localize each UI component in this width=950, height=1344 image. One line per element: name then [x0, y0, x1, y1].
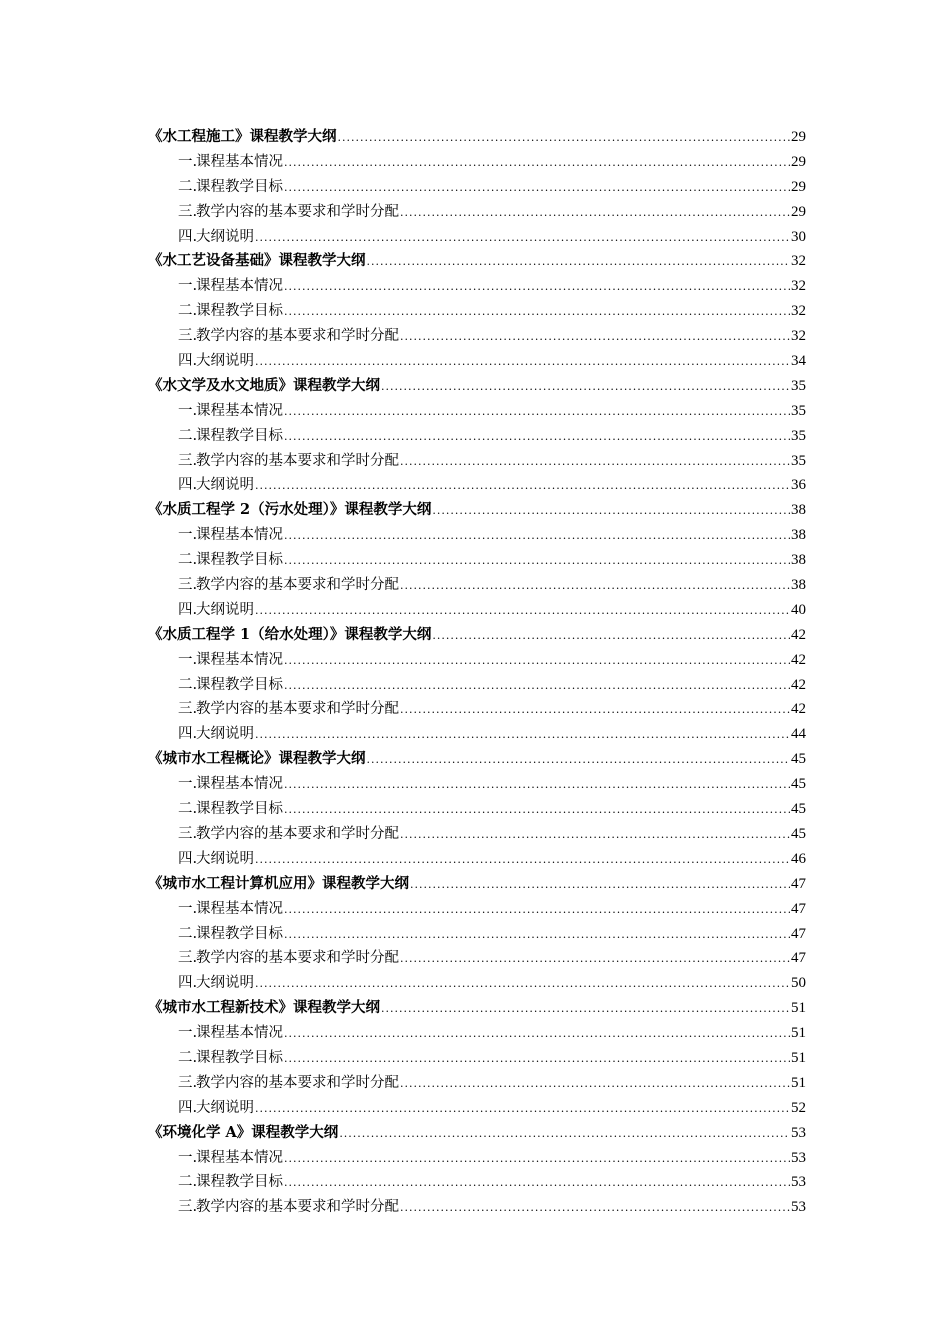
- toc-leader-dots: [284, 649, 790, 674]
- toc-leader-dots: [284, 1022, 790, 1047]
- toc-entry-section[interactable]: [148, 1146, 806, 1171]
- toc-leader-dots: [400, 1196, 790, 1221]
- toc-entry-course[interactable]: [148, 498, 806, 523]
- toc-page-number: 30: [791, 228, 806, 245]
- toc-entry-section[interactable]: [148, 573, 806, 598]
- toc-leader-dots: [284, 898, 790, 923]
- toc-entry-number: 二.: [178, 801, 198, 818]
- toc-entry-title: 《环境化学 A》课程教学大纲: [148, 1123, 339, 1141]
- toc-entry-section[interactable]: [148, 449, 806, 474]
- toc-page-number: 38: [791, 527, 806, 544]
- toc-entry-title: [178, 449, 399, 474]
- toc-leader-dots: [284, 151, 790, 176]
- toc-entry-number: 二.: [178, 427, 198, 444]
- toc-entry-label: 教学内容的基本要求和学时分配: [196, 328, 399, 345]
- toc-entry-label: 课程基本情况: [196, 402, 283, 419]
- toc-entry-label: 大纲说明: [196, 228, 254, 245]
- toc-entry-number: 一.: [178, 776, 198, 793]
- toc-entry-label: 课程教学目标: [196, 552, 283, 569]
- toc-page-number: 51: [791, 1000, 806, 1017]
- toc-entry-course[interactable]: [148, 249, 806, 274]
- toc-entry-title: [178, 722, 254, 747]
- toc-entry-number: 一.: [178, 1149, 198, 1166]
- toc-page-number: 53: [791, 1149, 806, 1166]
- toc-entry-label: 课程教学目标: [196, 303, 283, 320]
- toc-page-number: 47: [791, 875, 806, 892]
- toc-entry-title: [178, 225, 254, 250]
- toc-entry-title: [178, 324, 399, 349]
- toc-leader-dots: [255, 723, 790, 748]
- toc-leader-dots: [339, 1122, 790, 1147]
- toc-entry-label: 教学内容的基本要求和学时分配: [196, 452, 399, 469]
- toc-entry-title: [178, 424, 283, 449]
- toc-entry-label: 大纲说明: [196, 726, 254, 743]
- toc-entry-title: [178, 697, 399, 722]
- toc-entry-number: 四.: [178, 850, 198, 867]
- toc-page-number: 52: [791, 1099, 806, 1116]
- toc-page-number: 44: [791, 726, 806, 743]
- toc-page-number: 38: [791, 552, 806, 569]
- toc-entry-course[interactable]: [148, 872, 806, 897]
- toc-page-number: 51: [791, 1074, 806, 1091]
- toc-entry-number: 三.: [178, 1199, 198, 1216]
- toc-entry-section[interactable]: [148, 648, 806, 673]
- toc-entry-number: 一.: [178, 402, 198, 419]
- toc-entry-number: 二.: [178, 178, 198, 195]
- toc-entry-section[interactable]: [148, 473, 806, 498]
- toc-entry-title: [178, 349, 254, 374]
- toc-page-number: 53: [791, 1174, 806, 1191]
- toc-entry-section[interactable]: [148, 1096, 806, 1121]
- toc-entry-label: 教学内容的基本要求和学时分配: [196, 701, 399, 718]
- toc-entry-label: 大纲说明: [196, 601, 254, 618]
- toc-entry-label: 教学内容的基本要求和学时分配: [196, 825, 399, 842]
- toc-entry-number: 一.: [178, 900, 198, 917]
- toc-entry-number: 四.: [178, 1099, 198, 1116]
- toc-page-number: 46: [791, 850, 806, 867]
- toc-leader-dots: [400, 325, 790, 350]
- toc-entry-number: 二.: [178, 1049, 198, 1066]
- toc-leader-dots: [284, 1047, 790, 1072]
- toc-page-number: 50: [791, 975, 806, 992]
- toc-entry-section[interactable]: [148, 797, 806, 822]
- toc-entry-title: 《城市水工程新技术》课程教学大纲: [148, 999, 380, 1017]
- toc-entry-title: [178, 399, 283, 424]
- toc-entry-label: 课程基本情况: [196, 1025, 283, 1042]
- toc-entry-section[interactable]: [148, 822, 806, 847]
- toc-leader-dots: [284, 176, 790, 201]
- toc-entry-title: [178, 175, 283, 200]
- toc-entry-label: 课程教学目标: [196, 676, 283, 693]
- toc-entry-course[interactable]: [148, 374, 806, 399]
- toc-entry-number: 三.: [178, 701, 198, 718]
- toc-entry-course[interactable]: [148, 125, 806, 150]
- toc-page-number: 53: [791, 1199, 806, 1216]
- toc-entry-label: 大纲说明: [196, 477, 254, 494]
- toc-page-number: 47: [791, 925, 806, 942]
- toc-entry-label: 大纲说明: [196, 850, 254, 867]
- toc-entry-number: 二.: [178, 1174, 198, 1191]
- toc-page-number: 32: [791, 328, 806, 345]
- toc-entry-title: [178, 1195, 399, 1220]
- toc-entry-title: [178, 971, 254, 996]
- toc-entry-title: [178, 946, 399, 971]
- toc-page-number: 42: [791, 626, 806, 643]
- toc-entry-number: 三.: [178, 328, 198, 345]
- toc-entry-section[interactable]: [148, 697, 806, 722]
- toc-entry-section[interactable]: [148, 598, 806, 623]
- toc-entry-label: 课程基本情况: [196, 527, 283, 544]
- toc-leader-dots: [400, 947, 790, 972]
- toc-entry-label: 课程基本情况: [196, 900, 283, 917]
- toc-entry-label: 教学内容的基本要求和学时分配: [196, 1074, 399, 1091]
- toc-entry-title: 《水质工程学 2（污水处理）》课程教学大纲: [148, 501, 432, 519]
- toc-entry-course[interactable]: [148, 623, 806, 648]
- toc-entry-label: 课程教学目标: [196, 925, 283, 942]
- toc-leader-dots: [400, 574, 790, 599]
- toc-page-number: 29: [791, 153, 806, 170]
- toc-leader-dots: [381, 997, 790, 1022]
- toc-page-number: 47: [791, 950, 806, 967]
- toc-entry-section[interactable]: [148, 1170, 806, 1195]
- toc-leader-dots: [367, 250, 791, 275]
- toc-entry-title: [178, 523, 283, 548]
- toc-entry-number: 一.: [178, 278, 198, 295]
- toc-entry-label: 课程基本情况: [196, 1149, 283, 1166]
- toc-entry-label: 课程教学目标: [196, 178, 283, 195]
- toc-entry-title: [178, 1146, 283, 1171]
- toc-entry-label: 大纲说明: [196, 1099, 254, 1116]
- toc-page-number: 35: [791, 402, 806, 419]
- toc-page-number: 42: [791, 651, 806, 668]
- toc-leader-dots: [284, 674, 790, 699]
- toc-leader-dots: [284, 923, 790, 948]
- toc-page-number: 35: [791, 377, 806, 394]
- toc-entry-course[interactable]: [148, 747, 806, 772]
- toc-entry-title: [178, 922, 283, 947]
- toc-entry-number: 一.: [178, 651, 198, 668]
- toc-entry-title: [178, 473, 254, 498]
- toc-page-number: 32: [791, 303, 806, 320]
- toc-entry-section[interactable]: [148, 225, 806, 250]
- toc-entry-title: [178, 1046, 283, 1071]
- toc-entry-title: [178, 847, 254, 872]
- toc-leader-dots: [255, 474, 790, 499]
- toc-entry-title: [178, 648, 283, 673]
- toc-entry-section[interactable]: [148, 1021, 806, 1046]
- toc-entry-title: 《城市水工程计算机应用》课程教学大纲: [148, 874, 409, 892]
- toc-entry-number: 四.: [178, 726, 198, 743]
- toc-entry-section[interactable]: [148, 150, 806, 175]
- toc-entry-label: 课程基本情况: [196, 651, 283, 668]
- toc-entry-label: 课程教学目标: [196, 427, 283, 444]
- toc-page-number: 38: [791, 502, 806, 519]
- toc-entry-title: [178, 573, 399, 598]
- toc-entry-course[interactable]: [148, 1121, 806, 1146]
- toc-entry-number: 三.: [178, 1074, 198, 1091]
- toc-entry-title: [178, 897, 283, 922]
- toc-entry-section[interactable]: [148, 946, 806, 971]
- toc-leader-dots: [432, 499, 790, 524]
- toc-page-number: 45: [791, 801, 806, 818]
- toc-leader-dots: [338, 126, 791, 151]
- toc-entry-number: 四.: [178, 477, 198, 494]
- toc-entry-number: 二.: [178, 552, 198, 569]
- toc-entry-section[interactable]: [148, 299, 806, 324]
- toc-entry-number: 二.: [178, 676, 198, 693]
- toc-entry-title: [178, 548, 283, 573]
- toc-entry-title: [178, 772, 283, 797]
- toc-page-number: 29: [791, 178, 806, 195]
- toc-leader-dots: [432, 624, 790, 649]
- toc-entry-number: 一.: [178, 527, 198, 544]
- toc-entry-label: 课程教学目标: [196, 801, 283, 818]
- toc-page-number: 45: [791, 825, 806, 842]
- toc-entry-label: 教学内容的基本要求和学时分配: [196, 577, 399, 594]
- toc-entry-section[interactable]: [148, 274, 806, 299]
- toc-entry-label: 课程教学目标: [196, 1174, 283, 1191]
- toc-leader-dots: [284, 549, 790, 574]
- toc-entry-label: 课程教学目标: [196, 1049, 283, 1066]
- toc-page-number: 53: [791, 1124, 806, 1141]
- toc-leader-dots: [255, 848, 790, 873]
- toc-leader-dots: [400, 201, 790, 226]
- toc-entry-section[interactable]: [148, 200, 806, 225]
- toc-entry-title: [178, 1096, 254, 1121]
- toc-entry-section[interactable]: [148, 424, 806, 449]
- toc-leader-dots: [381, 375, 790, 400]
- toc-entry-number: 二.: [178, 303, 198, 320]
- toc-entry-section[interactable]: [148, 349, 806, 374]
- toc-entry-title: 《水工程施工》课程教学大纲: [148, 128, 337, 145]
- toc-entry-title: 《水质工程学 1（给水处理）》课程教学大纲: [148, 625, 432, 643]
- toc-page-number: 45: [791, 751, 806, 768]
- toc-leader-dots: [255, 350, 790, 375]
- toc-entry-number: 四.: [178, 353, 198, 370]
- toc-entry-title: [178, 822, 399, 847]
- toc-entry-title: 《水文学及水文地质》课程教学大纲: [148, 376, 380, 394]
- toc-leader-dots: [255, 972, 790, 997]
- toc-leader-dots: [284, 300, 790, 325]
- toc-entry-number: 三.: [178, 950, 198, 967]
- toc-entry-label: 课程基本情况: [196, 278, 283, 295]
- toc-entry-label: 教学内容的基本要求和学时分配: [196, 950, 399, 967]
- toc-entry-label: 教学内容的基本要求和学时分配: [196, 1199, 399, 1216]
- toc-entry-number: 三.: [178, 452, 198, 469]
- toc-entry-section[interactable]: [148, 523, 806, 548]
- toc-entry-title: [178, 1071, 399, 1096]
- toc-entry-title: 《水工艺设备基础》课程教学大纲: [148, 252, 366, 270]
- toc-entry-section[interactable]: [148, 1071, 806, 1096]
- toc-entry-section[interactable]: [148, 673, 806, 698]
- toc-leader-dots: [367, 748, 791, 773]
- toc-entry-section[interactable]: [148, 897, 806, 922]
- toc-entry-title: [178, 1170, 283, 1195]
- toc-leader-dots: [284, 1171, 790, 1196]
- toc-entry-number: 四.: [178, 601, 198, 618]
- toc-leader-dots: [284, 798, 790, 823]
- toc-page-number: 35: [791, 427, 806, 444]
- toc-entry-number: 三.: [178, 577, 198, 594]
- toc-page-number: 42: [791, 676, 806, 693]
- toc-leader-dots: [400, 1072, 790, 1097]
- toc-entry-title: [178, 150, 283, 175]
- toc-page-number: 38: [791, 577, 806, 594]
- toc-entry-label: 教学内容的基本要求和学时分配: [196, 203, 399, 220]
- toc-entry-section[interactable]: [148, 722, 806, 747]
- toc-entry-title: [178, 797, 283, 822]
- table-of-contents: [148, 125, 806, 1220]
- toc-leader-dots: [400, 698, 790, 723]
- toc-entry-number: 四.: [178, 975, 198, 992]
- toc-entry-title: 《城市水工程概论》课程教学大纲: [148, 750, 366, 768]
- toc-page-number: 51: [791, 1025, 806, 1042]
- toc-entry-section[interactable]: [148, 548, 806, 573]
- toc-entry-number: 一.: [178, 1025, 198, 1042]
- toc-entry-label: 课程基本情况: [196, 153, 283, 170]
- toc-entry-section[interactable]: [148, 1195, 806, 1220]
- toc-leader-dots: [284, 425, 790, 450]
- toc-leader-dots: [284, 524, 790, 549]
- toc-entry-section[interactable]: [148, 847, 806, 872]
- toc-page-number: 42: [791, 701, 806, 718]
- toc-leader-dots: [255, 1097, 790, 1122]
- toc-page-number: 32: [791, 278, 806, 295]
- toc-leader-dots: [284, 773, 790, 798]
- toc-leader-dots: [400, 823, 790, 848]
- toc-page-number: 36: [791, 477, 806, 494]
- toc-page-number: 29: [791, 129, 806, 145]
- toc-entry-course[interactable]: [148, 996, 806, 1021]
- toc-leader-dots: [255, 226, 790, 251]
- toc-leader-dots: [255, 599, 790, 624]
- toc-entry-title: [178, 274, 283, 299]
- toc-entry-section[interactable]: [148, 772, 806, 797]
- toc-entry-section[interactable]: [148, 922, 806, 947]
- toc-page-number: 35: [791, 452, 806, 469]
- toc-entry-title: [178, 200, 399, 225]
- toc-entry-label: 大纲说明: [196, 975, 254, 992]
- toc-entry-label: 课程基本情况: [196, 776, 283, 793]
- toc-leader-dots: [284, 1147, 790, 1172]
- toc-entry-number: 一.: [178, 153, 198, 170]
- toc-leader-dots: [284, 400, 790, 425]
- toc-leader-dots: [410, 873, 790, 898]
- toc-entry-title: [178, 598, 254, 623]
- toc-page-number: 34: [791, 353, 806, 370]
- toc-page-number: 40: [791, 601, 806, 618]
- toc-page-number: 45: [791, 776, 806, 793]
- toc-page-number: 47: [791, 900, 806, 917]
- toc-leader-dots: [400, 450, 790, 475]
- toc-entry-section[interactable]: [148, 175, 806, 200]
- toc-page-number: 29: [791, 203, 806, 220]
- toc-entry-number: 四.: [178, 228, 198, 245]
- toc-entry-number: 三.: [178, 203, 198, 220]
- toc-entry-section[interactable]: [148, 399, 806, 424]
- toc-page-number: 32: [791, 253, 806, 270]
- toc-entry-section[interactable]: [148, 1046, 806, 1071]
- toc-entry-number: 二.: [178, 925, 198, 942]
- toc-entry-title: [178, 1021, 283, 1046]
- toc-entry-title: [178, 673, 283, 698]
- toc-entry-title: [178, 299, 283, 324]
- toc-entry-label: 大纲说明: [196, 353, 254, 370]
- toc-entry-section[interactable]: [148, 324, 806, 349]
- toc-leader-dots: [284, 275, 790, 300]
- toc-entry-number: 三.: [178, 825, 198, 842]
- toc-page-number: 51: [791, 1049, 806, 1066]
- toc-entry-section[interactable]: [148, 971, 806, 996]
